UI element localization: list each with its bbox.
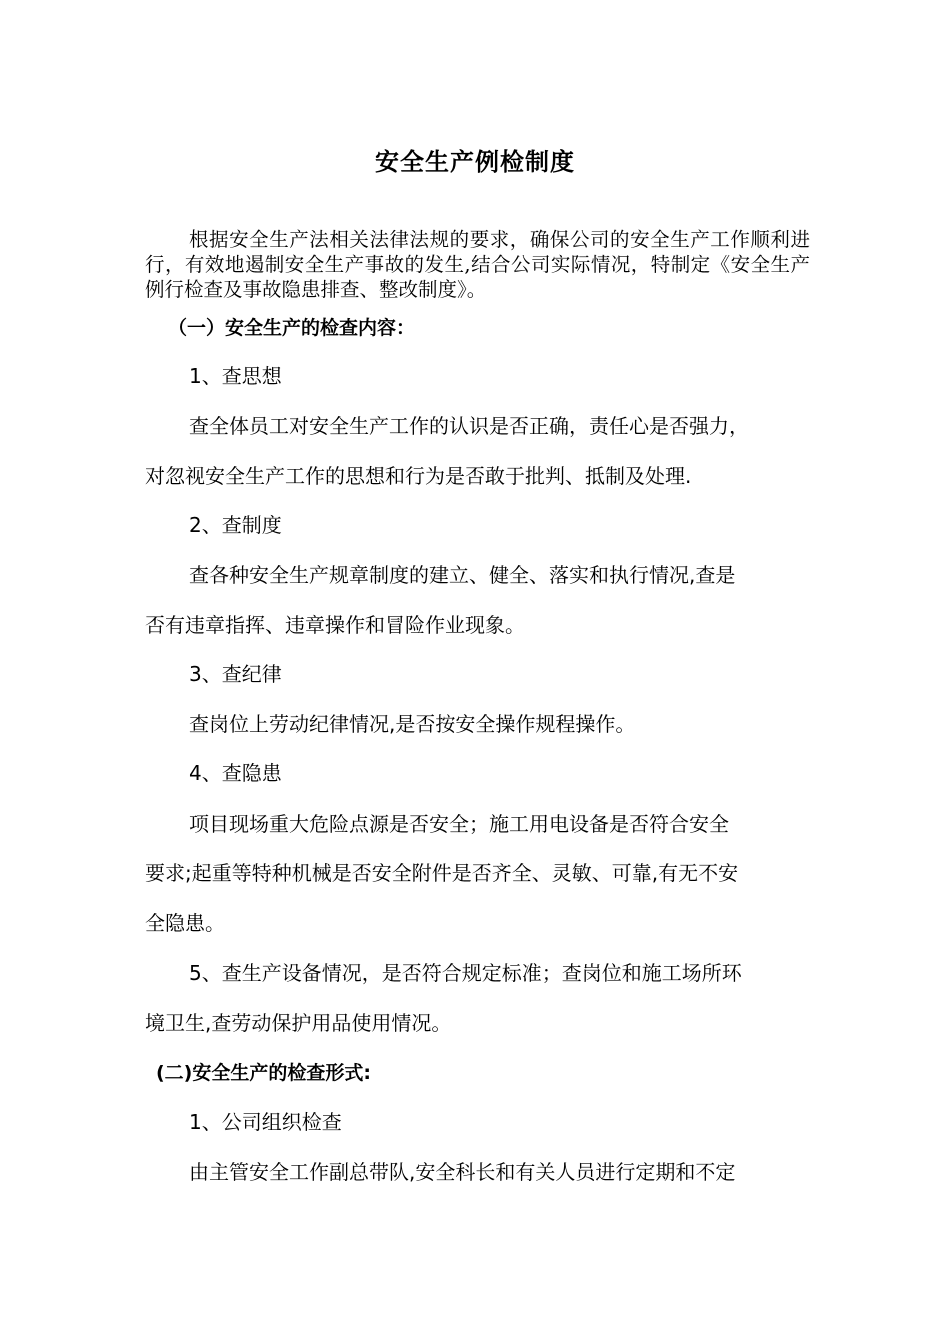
section-1-item-5-text: 5、查生产设备情况，是否符合规定标准；查岗位和施工场所环: [189, 961, 742, 985]
section-1-item-1-text: 查全体员工对安全生产工作的认识是否正确，责任心是否强力，: [189, 414, 749, 438]
intro-paragraph: 根据安全生产法相关法律法规的要求，确保公司的安全生产工作顺利进行，有效地遏制安全生产事故的发生,结合公司实际情况，特制定《安全生产例行检查及事故隐患排查、整改制度》。: [145, 228, 810, 301]
section-1-item-4-text-end: 全隐患。: [145, 911, 225, 935]
section-1-item-5-text-cont: 境卫生,查劳动保护用品使用情况。: [145, 1011, 452, 1035]
section-1-item-3-text: 查岗位上劳动纪律情况,是否按安全操作规程操作。: [189, 712, 636, 736]
section-1-item-2-text: 查各种安全生产规章制度的建立、健全、落实和执行情况,查是: [189, 563, 736, 587]
section-2-item-1-text: 由主管安全工作副总带队,安全科长和有关人员进行定期和不定: [189, 1160, 736, 1184]
section-1-item-2-title: 2、查制度: [189, 513, 282, 537]
section-2-heading: (二)安全生产的检查形式:: [156, 1062, 371, 1084]
section-1-item-1-text-cont: 对忽视安全生产工作的思想和行为是否敢于批判、抵制及处理.: [145, 464, 692, 488]
section-2-item-1-title: 1、公司组织检查: [189, 1110, 342, 1134]
section-1-item-2-text-cont: 否有违章指挥、违章操作和冒险作业现象。: [145, 613, 525, 637]
section-1-item-4-text: 项目现场重大危险点源是否安全；施工用电设备是否符合安全: [189, 812, 729, 836]
section-1-item-4-text-cont: 要求;起重等特种机械是否安全附件是否齐全、灵敏、可靠,有无不安: [145, 861, 739, 885]
section-1-item-4-title: 4、查隐患: [189, 761, 282, 785]
document-title: 安全生产例检制度: [375, 148, 575, 176]
section-1-item-1-title: 1、查思想: [189, 364, 282, 388]
section-1-heading: （一）安全生产的检查内容：: [168, 317, 416, 339]
section-1-item-3-title: 3、查纪律: [189, 662, 282, 686]
